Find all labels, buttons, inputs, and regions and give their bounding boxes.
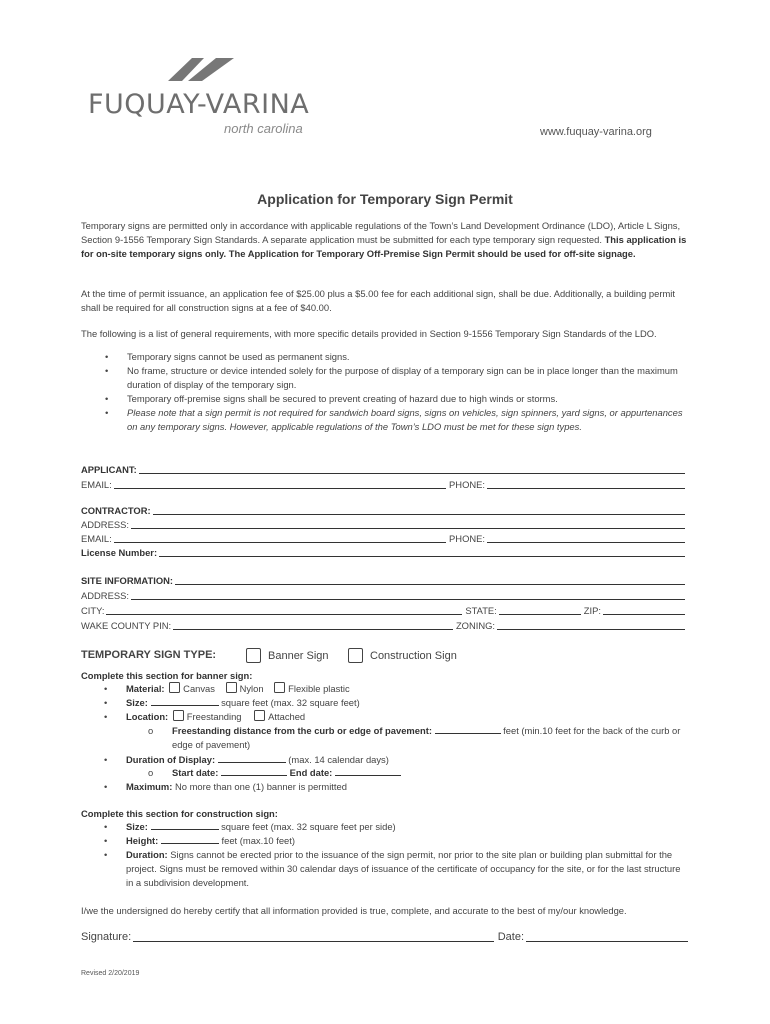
material-row [126,682,350,696]
construction-size-field[interactable] [151,820,219,830]
size-label: Size: [126,697,148,708]
list-item: • Temporary signs cannot be used as permanent signs. [81,350,691,364]
license-row [81,545,688,558]
height-label: Height: [126,835,159,846]
address-label: ADDRESS: [81,590,129,601]
nylon-label: Nylon [239,683,264,694]
signature-label: Signature: [81,931,132,943]
requirements-list [81,350,691,434]
banner-sign-option[interactable] [246,648,329,663]
bullet-icon: • [104,849,108,860]
banner-sign-label: Banner Sign [268,649,329,662]
page-title: Application for Temporary Sign Permit [257,191,513,207]
contractor-email-field[interactable] [114,532,446,543]
construction-sign-label: Construction Sign [370,649,457,662]
contractor-address-field[interactable] [131,518,685,529]
bullet-icon: • [104,821,108,832]
site-pin-row [81,618,688,631]
size-row [126,696,360,710]
applicant-email-row [81,477,688,490]
intro-bold-note: This application is for on-site temporary signs only. The Application for Temporary Off-Premise Sign Permit should be used for off-site signage. [81,234,687,259]
city-label: CITY: [81,605,105,616]
maximum-label: Maximum: [126,781,173,792]
list-item: • Please note that a sign permit is not required for sandwich board signs, signs on vehicles, sign spinners, yard signs, or appurtenances on any temporary signs. However, applicable regulations of the Town’s LDO must be met for these sign types. [81,406,691,434]
attached-label: Attached [268,711,306,722]
applicant-email-field[interactable] [114,478,446,489]
distance-label: Freestanding distance from the curb or edge of pavement: [172,725,432,736]
construction-size-row [126,820,396,834]
pin-label: WAKE COUNTY PIN: [81,620,172,631]
state-field[interactable] [499,604,581,615]
site-address-row [81,588,688,601]
end-date-label: End date: [289,767,333,778]
revised-date: Revised 2/20/2019 [81,970,140,977]
bullet-icon: • [104,711,108,722]
checkbox-icon[interactable] [246,648,261,663]
address-label: ADDRESS: [81,519,129,530]
contractor-label: CONTRACTOR: [81,505,151,516]
date-label: Date: [497,931,524,943]
email-label: EMAIL: [81,533,112,544]
bullet-icon: • [104,697,108,708]
applicant-row [81,462,688,475]
bullet-icon: • [104,683,108,694]
date-field[interactable] [526,931,688,942]
height-field[interactable] [161,834,219,844]
size-label: Size: [126,821,148,832]
construction-sign-option[interactable] [348,648,457,663]
material-label: Material: [126,683,165,694]
logo-subtitle: north carolina [224,121,303,136]
height-row [126,834,295,848]
applicant-field[interactable] [139,463,685,474]
wake-county-pin-field[interactable] [173,619,453,630]
website-link[interactable]: www.fuquay-varina.org [540,126,652,138]
maximum-row [126,780,347,794]
checkbox-icon[interactable] [348,648,363,663]
site-address-field[interactable] [131,589,685,600]
bullet-icon: • [104,835,108,846]
license-label: License Number: [81,547,158,558]
intro-text: Temporary signs are permitted only in accordance with applicable regulations of the Town’s Land Development Ordinance (LDO), Article L Signs, Section 9-1556 Temporary Sign Standards. A separate application must be submitted for each type temporary sign requested. [81,220,681,245]
bullet-icon: • [104,754,108,765]
banner-section-heading: Complete this section for banner sign: [81,670,253,681]
attached-checkbox[interactable] [254,710,265,721]
phone-label: PHONE: [449,479,485,490]
duration-field[interactable] [218,753,286,763]
certification-statement: I/we the undersigned do hereby certify that all information provided is true, complete, and accurate to the best of my/our knowledge. [81,905,627,916]
distance-note: feet (min.10 feet for the back of the curb or edge of pavement) [172,725,681,750]
bullet-icon: o [148,767,154,778]
duration-row [126,753,389,767]
contractor-phone-field[interactable] [487,532,685,543]
bullet-icon: • [104,781,108,792]
end-date-field[interactable] [335,766,401,776]
site-info-label: SITE INFORMATION: [81,575,174,586]
email-label: EMAIL: [81,479,112,490]
duration-note: (max. 14 calendar days) [288,754,389,765]
start-date-label: Start date: [172,767,219,778]
canvas-checkbox[interactable] [169,682,180,693]
location-label: Location: [126,711,169,722]
distance-row [172,724,688,752]
construction-duration-row [126,848,688,890]
start-date-field[interactable] [221,766,287,776]
signature-field[interactable] [133,931,494,942]
dates-row [172,766,401,780]
plastic-checkbox[interactable] [274,682,285,693]
banner-size-field[interactable] [151,696,219,706]
list-item: • Temporary off-premise signs shall be secured to prevent creating of hazard due to high winds or storms. [81,392,691,406]
swoosh-logo-icon [168,56,234,82]
zip-field[interactable] [603,604,685,615]
state-label: STATE: [465,605,497,616]
contractor-email-row [81,531,688,544]
intro-paragraph-1 [81,219,691,261]
phone-label: PHONE: [449,533,485,544]
sign-type-label: TEMPORARY SIGN TYPE: [81,649,217,661]
canvas-label: Canvas [183,683,215,694]
applicant-phone-field[interactable] [487,478,685,489]
construction-section-heading: Complete this section for construction sign: [81,808,278,819]
freestanding-label: Freestanding [186,711,242,722]
site-info-row [81,573,688,586]
maximum-note: No more than one (1) banner is permitted [174,781,347,792]
logo-title: FUQUAY-VARINA [88,89,310,120]
plastic-label: Flexible plastic [288,683,350,694]
freestanding-checkbox[interactable] [173,710,184,721]
contractor-row [81,503,688,516]
contractor-address-row [81,517,688,530]
signature-row [81,931,688,943]
zoning-field[interactable] [497,619,685,630]
distance-field[interactable] [435,724,501,734]
bullet-icon: o [148,725,154,736]
duration-label: Duration: [126,849,168,860]
size-note: square feet (max. 32 square feet per side) [221,821,396,832]
height-note: feet (max.10 feet) [221,835,295,846]
intro-paragraph-fees: At the time of permit issuance, an application fee of $25.00 plus a $5.00 fee for each additional sign, shall be due. Additionally, a building permit shall be required for all construction signs at a fee of $40.00. [81,288,675,313]
size-note: square feet (max. 32 square feet) [221,697,360,708]
location-row [126,710,305,724]
nylon-checkbox[interactable] [226,682,237,693]
duration-label: Duration of Display: [126,754,216,765]
contractor-field[interactable] [153,504,685,515]
list-item: • No frame, structure or device intended solely for the purpose of display of a temporary sign can be in place longer than the maximum duration of display of the temporary sign. [81,364,691,392]
intro-paragraph-requirements: The following is a list of general requirements, with more specific details provided in Section 9-1556 Temporary Sign Standards of the LDO. [81,328,657,339]
duration-note: Signs cannot be erected prior to the issuance of the sign permit, nor prior to the site plan or building plan submittal for the project. Signs must be removed within 30 calendar days of issuance of the certificate of occupancy for the site, or for the last structure in a subdivision development. [126,849,681,888]
site-city-row [81,603,688,616]
zip-label: ZIP: [583,605,601,616]
city-field[interactable] [106,604,462,615]
zoning-label: ZONING: [455,620,495,631]
site-info-field[interactable] [175,574,685,585]
applicant-label: APPLICANT: [81,464,137,475]
license-number-field[interactable] [159,546,685,557]
